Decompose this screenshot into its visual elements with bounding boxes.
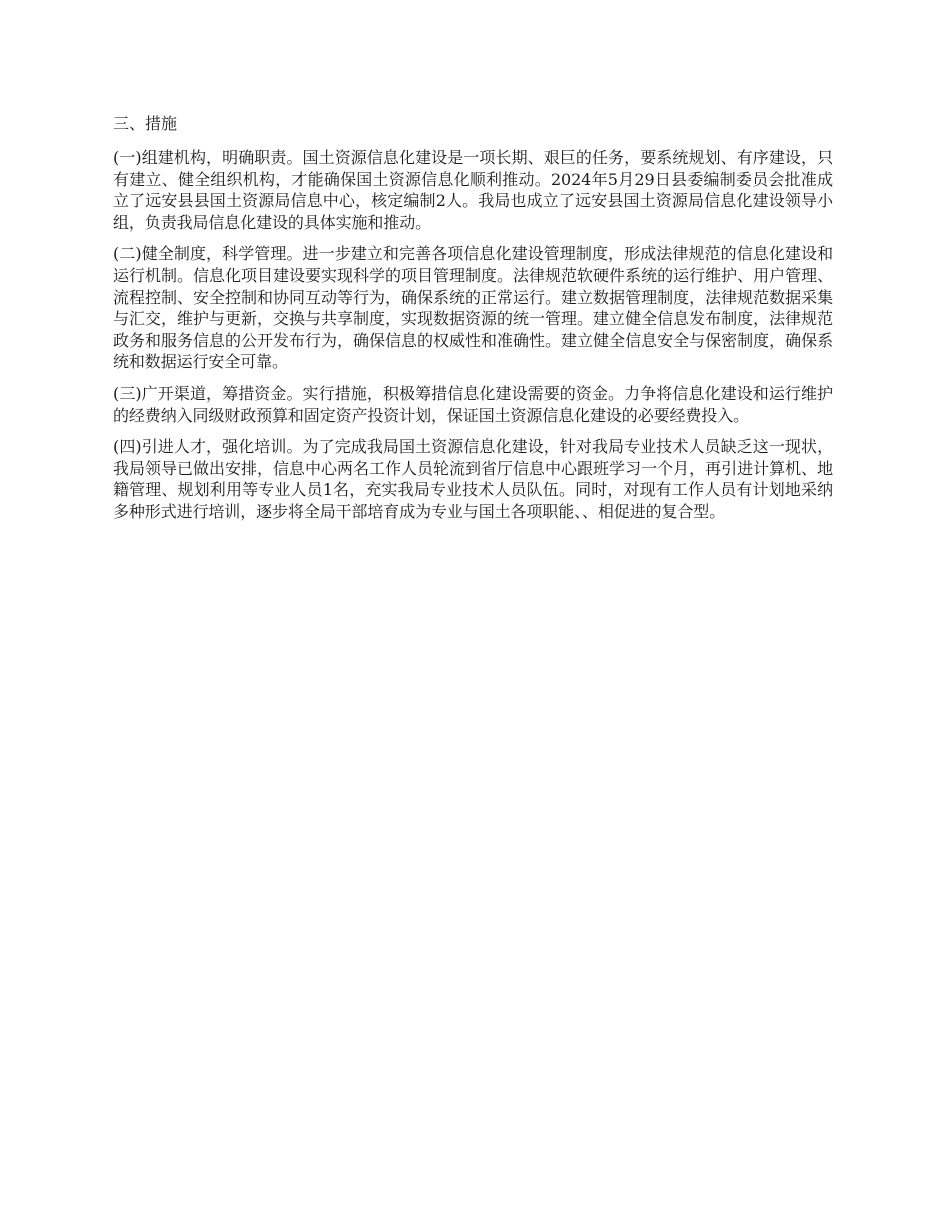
section-heading: 三、措施 xyxy=(113,114,178,133)
paragraph-funding: (三)广开渠道，筹措资金。实行措施，积极筹措信息化建设需要的资金。力争将信息化建设和运行维护的经费纳入同级财政预算和固定资产投资计划，保证国土资源信息化建设的必要经费投入。 xyxy=(113,383,833,425)
paragraph-organization: (一)组建机构，明确职责。国土资源信息化建设是一项长期、艰巨的任务，要系统规划、有序建设，只有建立、健全组织机构，才能确保国土资源信息化顺利推动。2024年5月29日县委编制委员会批准成立了远安县县国土资源局信息中心，核定编制2人。我局也成立了远安县国土资源局信息化建设领导小组，负责我局信息化建设的具体实施和推动。 xyxy=(113,148,833,232)
paragraph-system: (二)健全制度，科学管理。进一步建立和完善各项信息化建设管理制度，形成法律规范的信息化建设和运行机制。信息化项目建设要实现科学的项目管理制度。法律规范软硬件系统的运行维护、用户管理、流程控制、安全控制和协同互动等行为，确保系统的正常运行。建立数据管理制度，法律规范数据采集与汇交，维护与更新，交换与共享制度，实现数据资源的统一管理。建立健全信息发布制度，法律规范政务和服务信息的公开发布行为，确保信息的权威性和准确性。建立健全信息安全与保密制度，确保系统和数据运行安全可靠。 xyxy=(113,244,833,372)
paragraph-talent: (四)引进人才，强化培训。为了完成我局国土资源信息化建设，针对我局专业技术人员缺乏这一现状，我局领导已做出安排，信息中心两名工作人员轮流到省厅信息中心跟班学习一个月，再引进计算机、地籍管理、规划利用等专业人员1名，充实我局专业技术人员队伍。同时，对现有工作人员有计划地采纳多种形式进行培训，逐步将全局干部培育成为专业与国土各项职能、、相促进的复合型。 xyxy=(113,437,833,521)
document-page xyxy=(113,113,833,533)
